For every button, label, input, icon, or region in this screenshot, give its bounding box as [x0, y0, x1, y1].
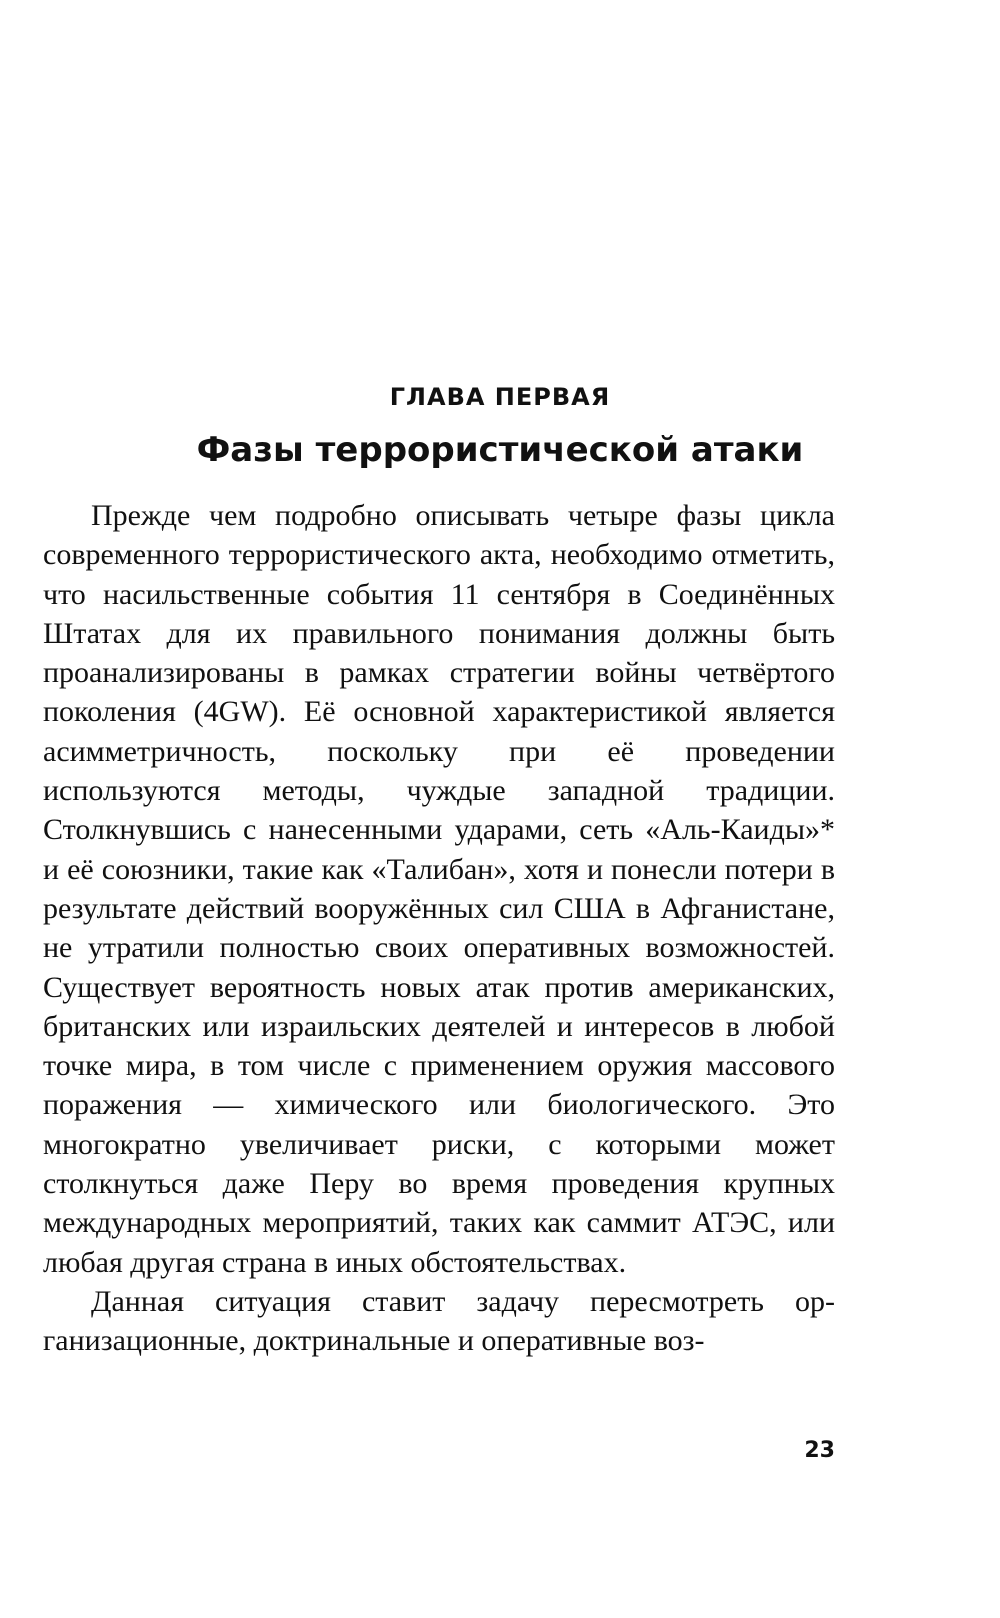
- body-text: [43, 496, 835, 1361]
- page-number: 23: [804, 1438, 835, 1463]
- paragraph: Прежде чем подробно описывать четыре фазы цикла современного террористического акта, необходимо отметить, что насильственные события 11 сентября в Соединённых Штатах для их правильного понимания должны быть проанализированы в рамках стратегии войны четвёртого поколения (4GW). Её основной характеристикой является асимметричность, поскольку при её проведении используются методы, чуждые западной традиции. Столкнувшись с нанесенными ударами, сеть «Аль-Каиды»* и её союзники, такие как «Талибан», хотя и понесли потери в результате действий вооружённых сил США в Афганистане, не утратили полностью своих оперативных возможностей. Существует вероятность новых атак против американских, британских или израильских деятелей и интересов в любой точке мира, в том числе с применением оружия массового поражения — химического или биологического. Это многократно увеличивает риски, с которыми может столкнуться даже Перу во время проведения крупных международных мероприятий, таких как саммит АТЭС, или любая другая страна в иных обстоятельствах.: [43, 499, 835, 1279]
- paragraph: Данная ситуация ставит задачу пересмотреть организационные, доктринальные и оперативные воз-: [43, 1284, 835, 1358]
- chapter-label: ГЛАВА ПЕРВАЯ: [389, 383, 611, 411]
- chapter-title: Фазы террористической атаки: [196, 430, 804, 470]
